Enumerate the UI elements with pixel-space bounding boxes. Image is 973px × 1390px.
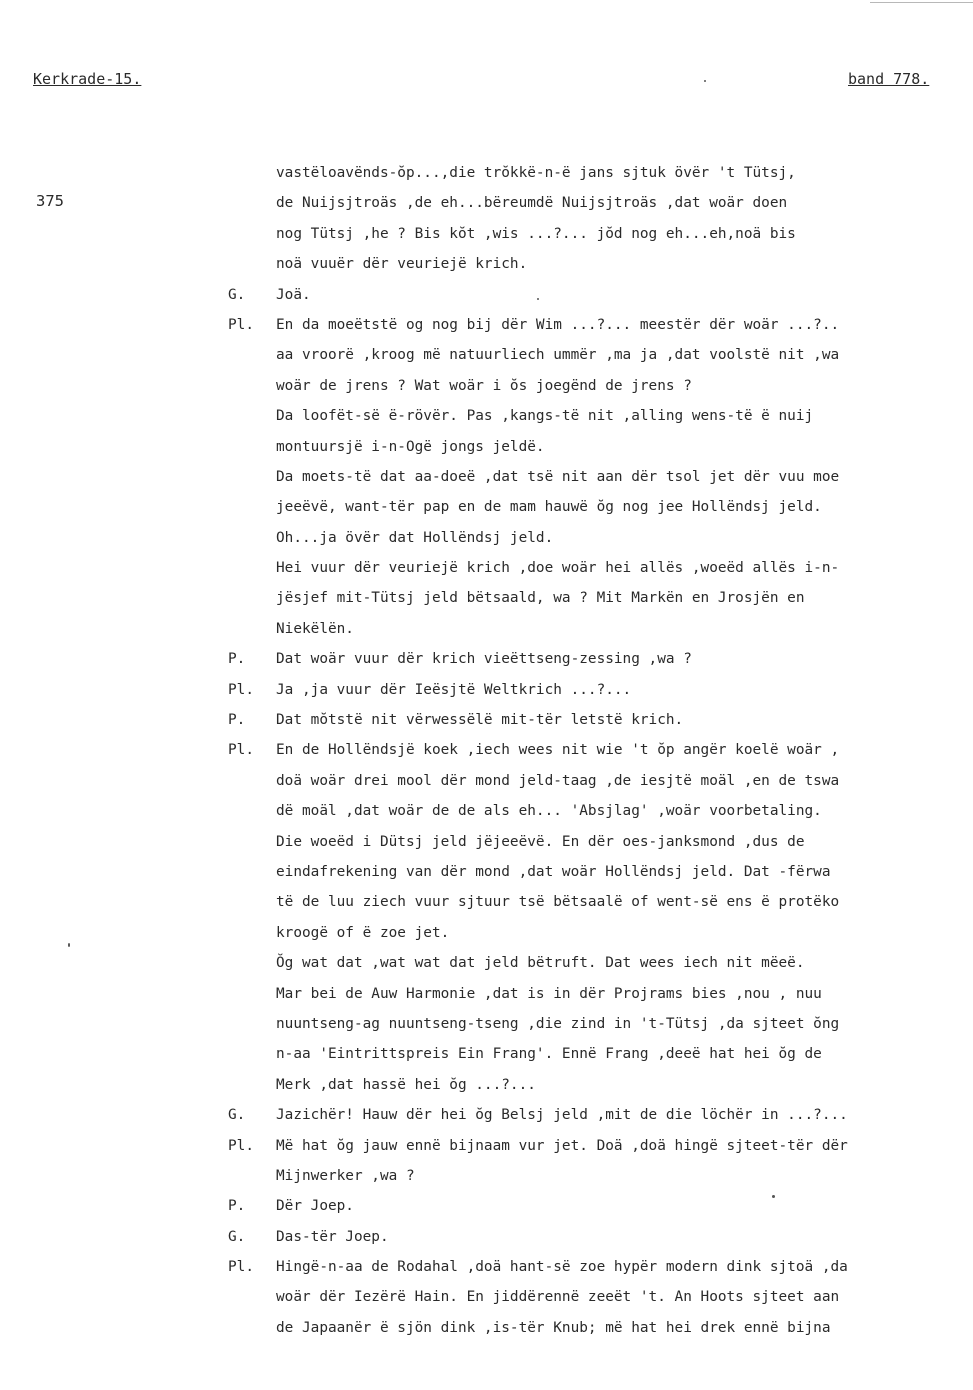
line-text: En de Hollëndsjë koek ,iech wees nit wie 't ŏp angër koelë woär , xyxy=(276,742,840,759)
line-text: Das-tër Joep. xyxy=(276,1228,389,1245)
document-id: Kerkrade-15. xyxy=(33,70,142,88)
line-text: Da loofët-së ë-rövër. Pas ,kangs-të nit ,alling wens-të ë nuij xyxy=(276,408,814,425)
speaker-label: Pl. xyxy=(228,681,254,698)
line-text: Oh...ja övër dat Hollëndsj jeld. xyxy=(276,529,554,546)
line-text: Dat woär vuur dër krich vieëttseng-zessing ,wa ? xyxy=(276,651,692,668)
line-text: Hingë-n-aa de Rodahal ,doä hant-së zoe hypër modern dink sjtoä ,da xyxy=(276,1259,848,1276)
transcript-line xyxy=(0,887,973,917)
line-text: Dat mŏtstë nit vërwessëlë mit-tër letstë krich. xyxy=(276,712,684,729)
speaker-label: P. xyxy=(228,1198,246,1215)
transcript-line xyxy=(0,614,973,644)
transcript-line xyxy=(0,1161,973,1191)
scan-speck xyxy=(772,1195,775,1198)
band-number: band 778. xyxy=(848,70,930,88)
transcript-line xyxy=(0,523,973,553)
transcript-line xyxy=(0,583,973,613)
transcript-line xyxy=(0,857,973,887)
transcript-line xyxy=(0,705,973,735)
line-text: Hei vuur dër veuriejë krich ,doe woär hei allës ,woeëd allës i-n- xyxy=(276,560,840,577)
line-text: Die woeëd i Dütsj jeld jëjeeëvë. En dër oes-janksmond ,dus de xyxy=(276,833,805,850)
line-text: nuuntseng-ag nuuntseng-tseng ,die zind in 't-Tütsj ,da sjteet ŏng xyxy=(276,1015,840,1032)
transcript-line xyxy=(0,1131,973,1161)
line-text: eindafrekening van dër mond ,dat woär Hollëndsj jeld. Dat -fërwa xyxy=(276,863,831,880)
transcript-line xyxy=(0,675,973,705)
transcript-line xyxy=(0,1313,973,1343)
transcript-line xyxy=(0,1222,973,1252)
speaker-label: Pl. xyxy=(228,1137,254,1154)
transcript-line xyxy=(0,1070,973,1100)
line-text: jeeëvë, want-tër pap en de mam hauwë ŏg nog jee Hollëndsj jeld. xyxy=(276,499,822,516)
line-text: kroogë of ë zoe jet. xyxy=(276,924,450,941)
transcript-line xyxy=(0,462,973,492)
line-text: Mar bei de Auw Harmonie ,dat is in dër Projrams bies ,nou , nuu xyxy=(276,985,822,1002)
transcript-line xyxy=(0,827,973,857)
transcript-line xyxy=(0,492,973,522)
line-text: Da moets-të dat aa-doeë ,dat tsë nit aan dër tsol jet dër vuu moe xyxy=(276,468,840,485)
line-text: Joä. xyxy=(276,286,311,303)
transcript-line xyxy=(0,1009,973,1039)
top-rule xyxy=(870,2,973,3)
transcript-line xyxy=(0,219,973,249)
transcript-line xyxy=(0,1252,973,1282)
transcript-line xyxy=(0,310,973,340)
speaker-label: P. xyxy=(228,712,246,729)
transcript-line xyxy=(0,766,973,796)
transcript-line xyxy=(0,918,973,948)
line-text: En da moeëtstë og nog bij dër Wim ...?... meestër dër woär ...?.. xyxy=(276,316,840,333)
line-text: Më hat ŏg jauw ennë bijnaam vur jet. Doä ,doä hingë sjteet-tër dër xyxy=(276,1137,848,1154)
line-text: Mijnwerker ,wa ? xyxy=(276,1167,415,1184)
line-text: aa vroorë ,kroog më natuurliech ummër ,ma ja ,dat voolstë nit ,wa xyxy=(276,347,840,364)
speaker-label: Pl. xyxy=(228,1259,254,1276)
transcript-line xyxy=(0,644,973,674)
line-text: de Nuijsjtroäs ,de eh...bëreumdë Nuijsjtroäs ,dat woär doen xyxy=(276,195,788,212)
line-text: noä vuuër dër veuriejë krich. xyxy=(276,256,528,273)
transcript-line xyxy=(0,280,973,310)
line-text: vastëloavënds-ŏp...,die trŏkkë-n-ë jans sjtuk övër 't Tütsj, xyxy=(276,165,796,181)
transcript-line xyxy=(0,735,973,765)
transcript-line xyxy=(0,553,973,583)
transcript-line xyxy=(0,401,973,431)
line-text: Niekëlën. xyxy=(276,620,354,637)
line-text: montuursjë i-n-Ogë jongs jeldë. xyxy=(276,438,545,455)
line-text: dë moäl ,dat woär de de als eh... 'Absjlag' ,woär voorbetaling. xyxy=(276,803,822,820)
speaker-label: G. xyxy=(228,1107,246,1124)
line-text: jësjef mit-Tütsj jeld bëtsaald, wa ? Mit Markën en Jrosjën en xyxy=(276,590,805,607)
line-text: woär dër Iezërë Hain. En jiddërennë zeeët 't. An Hoots sjteet aan xyxy=(276,1289,840,1306)
transcript-line xyxy=(0,948,973,978)
transcript-line xyxy=(0,340,973,370)
scan-speck xyxy=(537,298,539,300)
transcript-body xyxy=(0,158,973,1343)
transcript-line xyxy=(0,432,973,462)
scan-speck xyxy=(704,80,706,82)
line-text: Ja ,ja vuur dër Ieësjtë Weltkrich ...?... xyxy=(276,681,632,698)
transcript-line xyxy=(0,796,973,826)
line-text: të de luu ziech vuur sjtuur tsë bëtsaalë of went-së ens ë protëko xyxy=(276,894,840,911)
line-text: Jazichër! Hauw dër hei ŏg Belsj jeld ,mit de die löchër in ...?... xyxy=(276,1107,848,1124)
line-text: n-aa 'Eintrittspreis Ein Frang'. Ennë Frang ,deeë hat hei ŏg de xyxy=(276,1046,822,1063)
line-text: Ŏg wat dat ,wat wat dat jeld bëtruft. Dat wees iech nit mëeë. xyxy=(276,955,805,972)
scan-speck xyxy=(68,943,70,947)
speaker-label: Pl. xyxy=(228,316,254,333)
speaker-label: G. xyxy=(228,1228,246,1245)
line-text: doä woär drei mool dër mond jeld-taag ,de iesjtë moäl ,en de tswa xyxy=(276,772,840,789)
transcript-line xyxy=(0,1282,973,1312)
transcript-line xyxy=(0,1100,973,1130)
line-text: nog Tütsj ,he ? Bis kŏt ,wis ...?... jŏd nog eh...eh,noä bis xyxy=(276,225,796,242)
transcript-line xyxy=(0,979,973,1009)
speaker-label: Pl. xyxy=(228,742,254,759)
line-text: Merk ,dat hassë hei ŏg ...?... xyxy=(276,1076,536,1093)
line-text: Dër Joep. xyxy=(276,1198,354,1215)
line-text: de Japaanër ë sjön dink ,is-tër Knub; më hat hei drek ennë bijna xyxy=(276,1319,831,1336)
transcript-line xyxy=(0,371,973,401)
speaker-label: G. xyxy=(228,286,246,303)
tape-counter: 375 xyxy=(36,192,64,210)
transcript-line xyxy=(0,249,973,279)
transcript-line xyxy=(0,158,973,188)
line-text: woär de jrens ? Wat woär i ŏs joegënd de jrens ? xyxy=(276,377,692,394)
transcript-line xyxy=(0,1191,973,1221)
speaker-label: P. xyxy=(228,651,246,668)
transcript-line xyxy=(0,1039,973,1069)
transcript-line xyxy=(0,188,973,218)
